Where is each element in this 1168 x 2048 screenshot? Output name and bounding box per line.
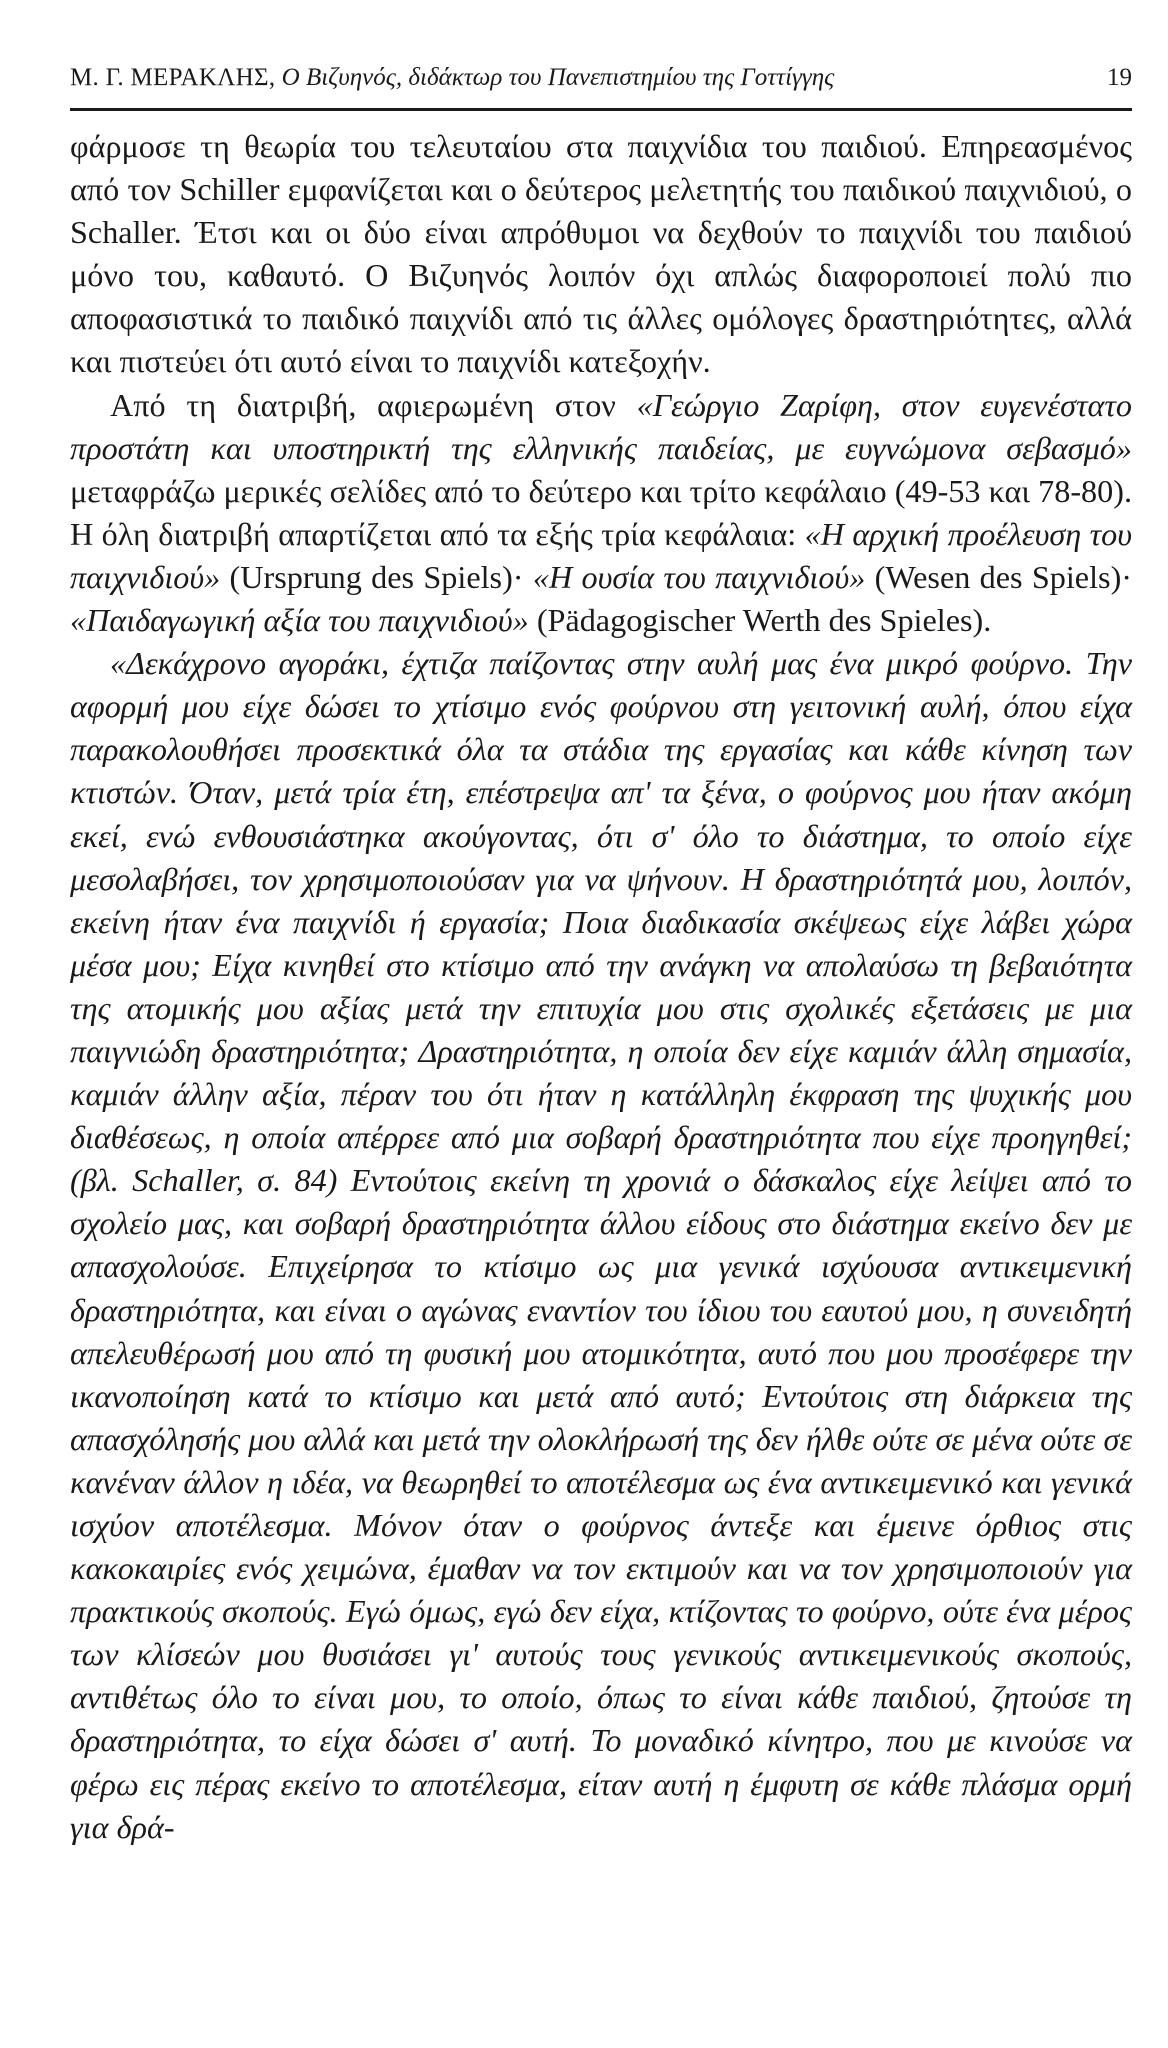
header-author: Μ. Γ. ΜΕΡΑΚΛΗΣ, — [70, 64, 276, 91]
running-header — [70, 58, 1132, 98]
paragraph-p1 — [70, 125, 1132, 384]
body-text — [70, 125, 1132, 1849]
text-span: «Η ουσία του παιχνιδιού» — [532, 558, 866, 595]
paragraph-p3 — [70, 642, 1132, 1849]
paragraph-p2 — [70, 384, 1132, 643]
text-span: Από τη διατριβή, αφιερωμένη στον — [110, 386, 637, 423]
text-span: «Η αρχική προέλευση του παιχνιδιού» — [70, 515, 1132, 595]
text-span: (Wesen des Spiels)· — [865, 558, 1133, 595]
header-work-title: Ο Βιζυηνός, διδάκτωρ του Πανεπιστημίου της Γοττίγγης — [281, 64, 835, 91]
text-span: «Παιδαγωγική αξία του παιχνιδιού» — [70, 602, 529, 639]
text-span: (Ursprung des Spiels)· — [220, 558, 533, 595]
text-span: (Pädagogischer Werth des Spieles). — [528, 602, 992, 639]
text-span: «Δεκάχρονο αγοράκι, έχτιζα παίζοντας στην αυλή μας ένα μικρό φούρνο. Την αφορμή μου είχε δώσει το χτίσιμο ενός φούρνου στη γειτονική αυλή, όπου είχα παρακολουθήσει προσεκτικά όλα τα στάδια της εργασίας και κάθε κίνηση των κτιστών. Όταν, μετά τρία έτη, επέστρεψα απ' τα ξένα, ο φούρνος μου ήταν ακόμη εκεί, ενώ ενθουσιάστηκα ακούγοντας, ότι σ' όλο το διάστημα, το οποίο είχε μεσολαβήσει, τον χρησιμοποιούσαν για να ψήνουν. Η δραστηριότητά μου, λοιπόν, εκείνη ήταν ένα παιχνίδι ή εργασία; Ποια διαδικασία σκέψεως είχε λάβει χώρα μέσα μου; Είχα κινηθεί στο κτίσιμο από την ανάγκη να απολαύσω τη βεβαιότητα της ατομικής μου αξίας μετά την επιτυχία μου στις σχολικές εξετάσεις με μια παιγνιώδη δραστηριότητα; Δραστηριότητα, η οποία δεν είχε καμιάν άλλη σημασία, καμιάν άλλην αξία, πέραν του ότι ήταν η κατάλληλη έκφραση της ψυχικής μου διαθέσεως, η οποία απέρρεε από μια σοβαρή δραστηριότητα που είχε προηγηθεί; (βλ. Schaller, σ. 84) Εντούτοις εκείνη τη χρονιά ο δάσκαλος είχε λείψει από το σχολείο μας, και σοβαρή δραστηριότητα άλλου είδους στο διάστημα εκείνο δεν με απασχολούσε. Επιχείρησα το κτίσιμο ως μια γενικά ισχύουσα αντικειμενική δραστηριότητα, και είναι ο αγώνας εναντίον του ίδιου του εαυτού μου, η συνειδητή απελευθέρωσή μου από τη φυσική μου ατομικότητα, αυτό που μου προσέφερε την ικανοποίηση κατά το κτίσιμο και μετά από αυτό; Εντούτοις στη διάρκεια της απασχόλησής μου αλλά και μετά την ολοκλήρωσή της δεν ήλθε ούτε σε μένα ούτε σε κανέναν άλλον η ιδέα, να θεωρηθεί το αποτέλεσμα ως ένα αντικειμενικό και γενικά ισχύον αποτέλεσμα. Μόνον όταν ο φούρνος άντεξε και έμεινε όρθιος στις κακοκαιρίες ενός χειμώνα, έμαθαν να τον εκτιμούν και να τον χρησιμοποιούν για πρακτικούς σκοπούς. Εγώ όμως, εγώ δεν είχα, κτίζοντας το φούρνο, ούτε ένα μέρος των κλίσεών μου θυσιάσει γι' αυτούς τους γενικούς αντικειμενικούς σκοπούς, αντιθέτως όλο το είναι μου, το οποίο, όπως το είναι κάθε παιδιού, ζητούσε τη δραστηριότητα, το είχα δώσει σ' αυτή. Το μοναδικό κίνητρο, που με κινούσε να φέρω εις πέρας εκείνο το αποτέλεσμα, είταν αυτή η έμφυτη σε κάθε πλάσμα ορμή για δρά- — [70, 645, 1132, 1845]
page-number: 19 — [1107, 64, 1132, 91]
header-rule — [70, 108, 1132, 111]
text-span: φάρμοσε τη θεωρία του τελευταίου στα παιχνίδια του παιδιού. Επηρεασμένος από τον Schiller εμφανίζεται και ο δεύτερος μελετητής του παιδικού παιχνιδιού, ο Schaller. Έτσι και οι δύο είναι απρόθυμοι να δεχθούν το παιχνίδι του παιδιού μόνο του, καθαυτό. Ο Βιζυηνός λοιπόν όχι απλώς διαφοροποιεί πολύ πιο αποφασιστικά το παιδικό παιχνίδι από τις άλλες ομόλογες δραστηριότητες, αλλά και πιστεύει ότι αυτό είναι το παιχνίδι κατεξοχήν. — [70, 128, 1132, 380]
text-span: «Γεώργιο Ζαρίφη, στον ευγενέστατο προστάτη και υποστηρικτή της ελληνικής παιδείας, με ευγνώμονα σεβασμό» — [70, 386, 1132, 466]
text-span: μεταφράζω μερικές σελίδες από το δεύτερο και τρίτο κεφάλαιο (49-53 και 78-80). Η όλη διατριβή απαρτίζεται από τα εξής τρία κεφάλαια: — [70, 472, 1132, 552]
